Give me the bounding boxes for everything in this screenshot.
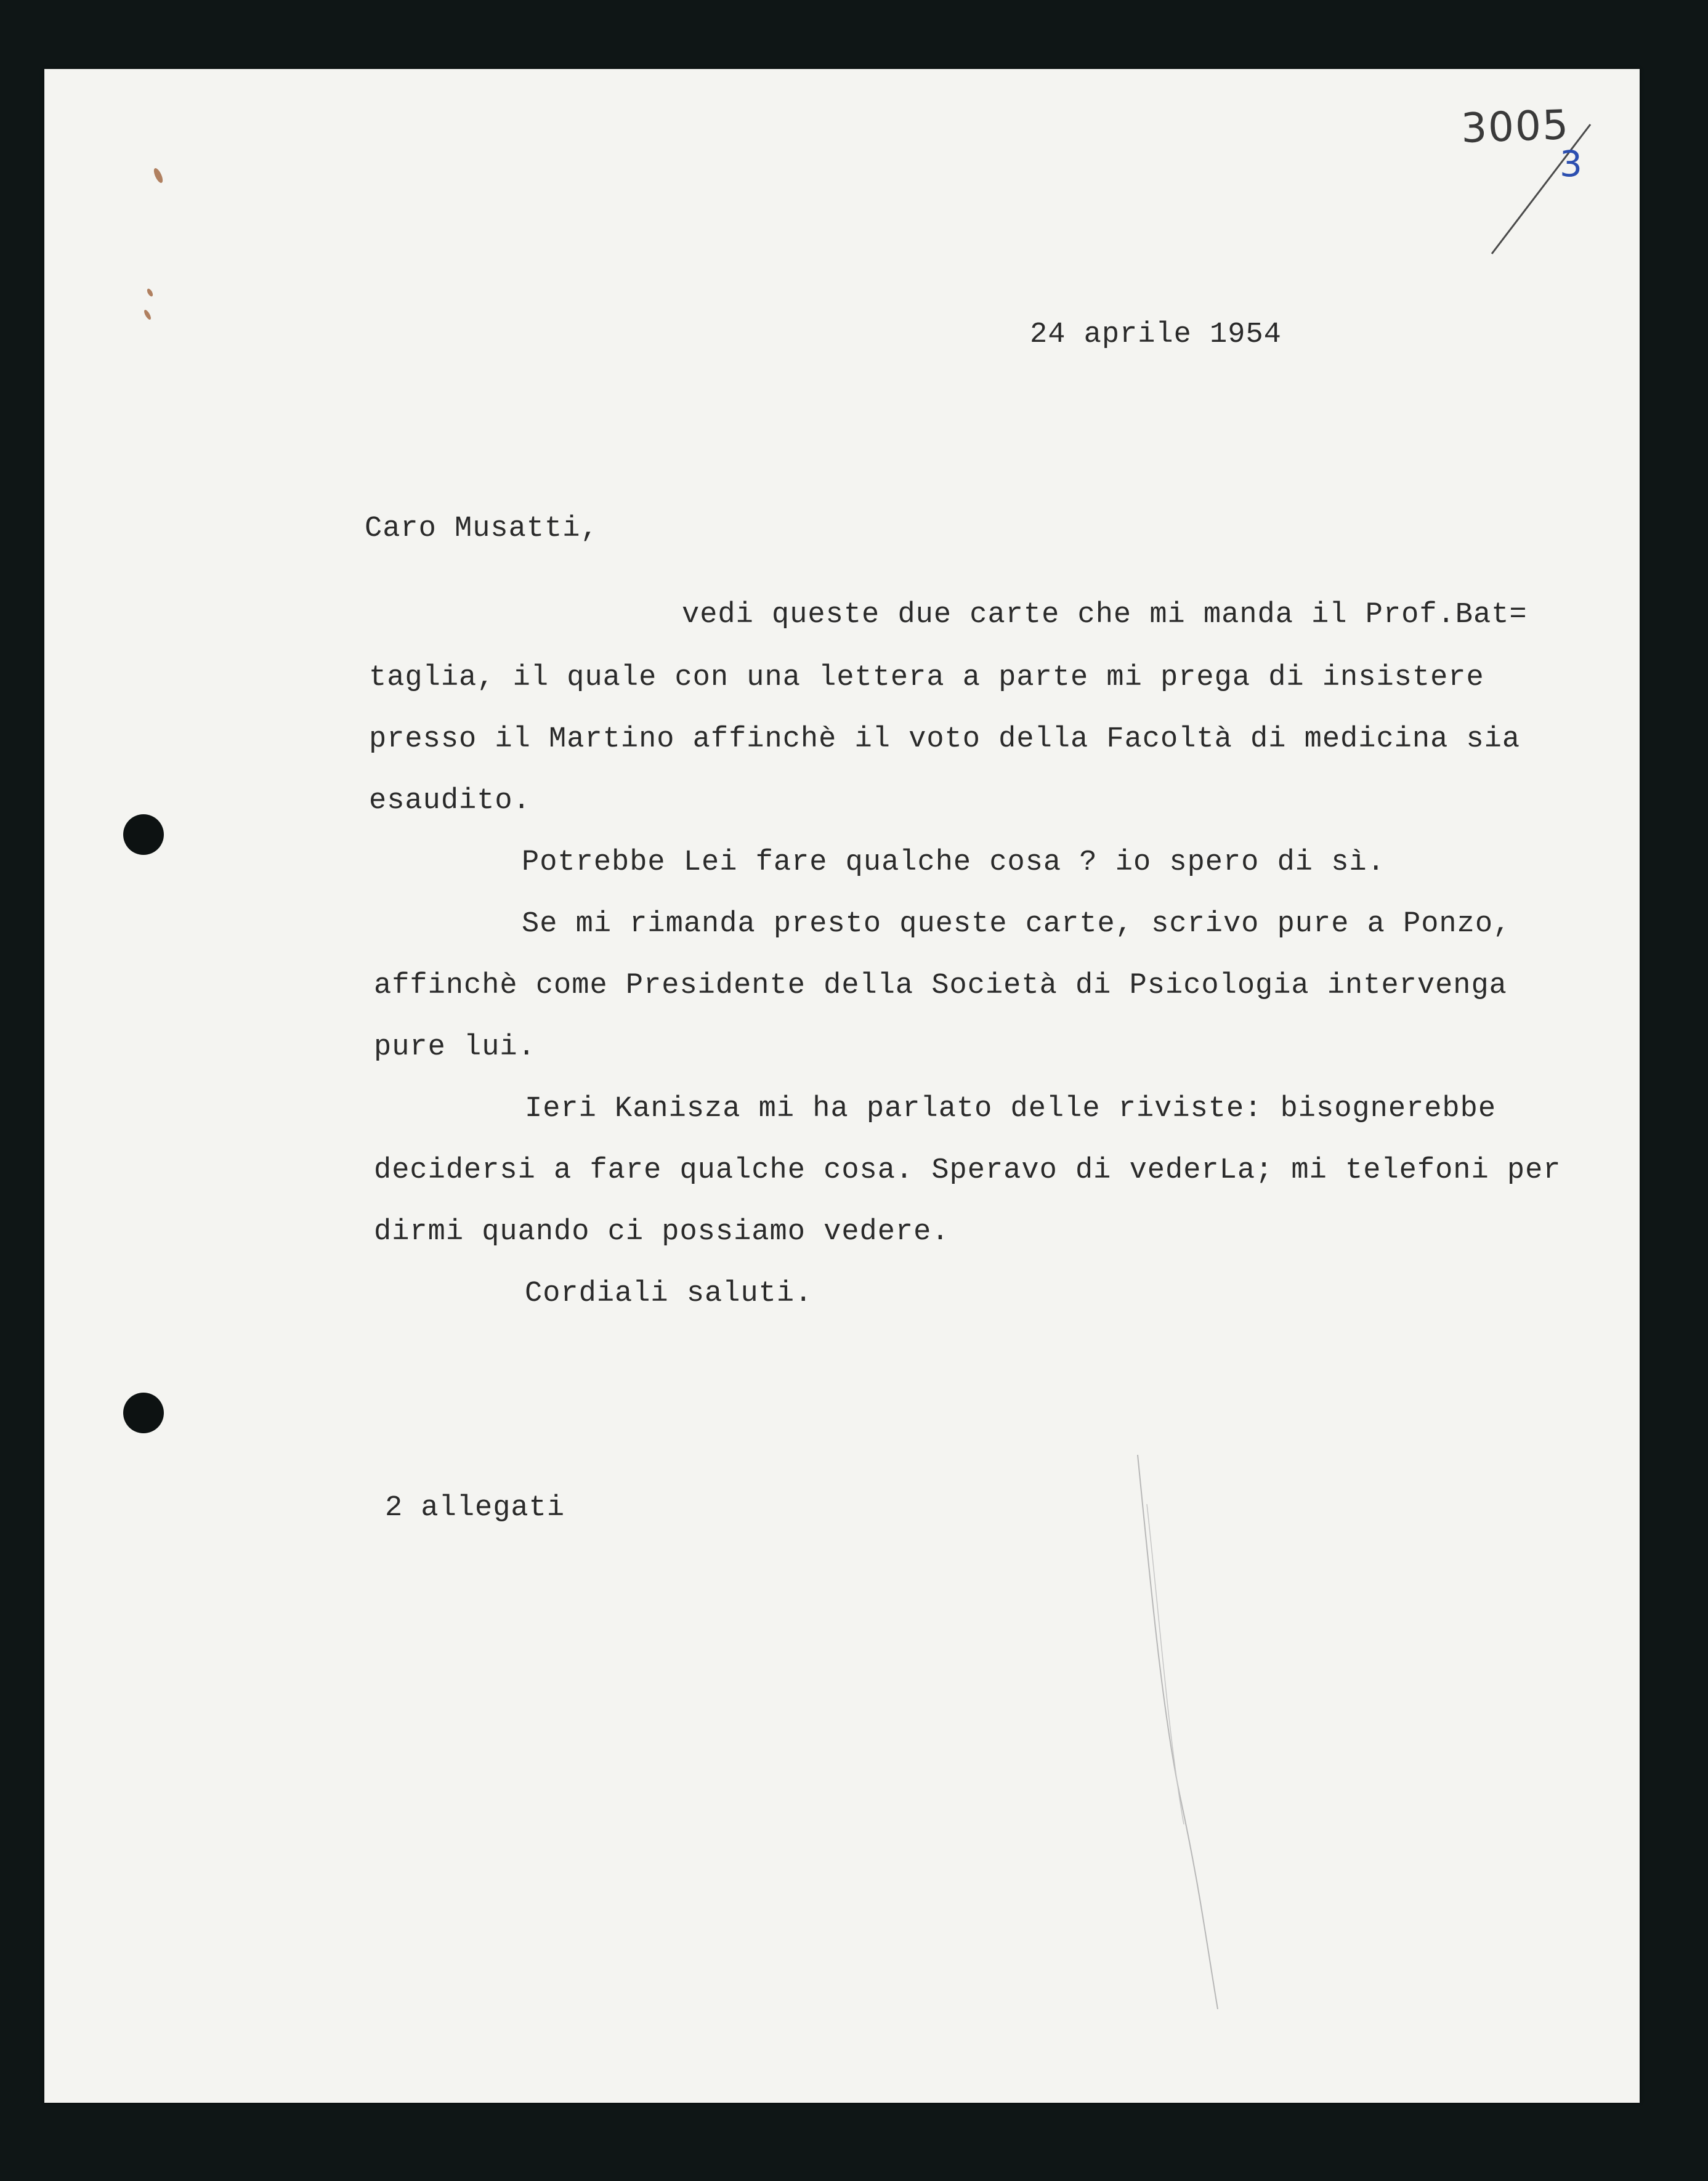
- salutation: Caro Musatti,: [365, 512, 599, 545]
- archive-number: 3005: [1460, 100, 1571, 153]
- body-line: Potrebbe Lei fare qualche cosa ? io spero di sì.: [522, 846, 1385, 879]
- letter-page: [44, 69, 1640, 2103]
- body-line: taglia, il quale con una lettera a parte mi prega di insistere: [369, 662, 1484, 694]
- body-line: Se mi rimanda presto queste carte, scrivo pure a Ponzo,: [522, 908, 1512, 941]
- body-line: Ieri Kanisza mi ha parlato delle riviste: bisognerebbe: [525, 1093, 1497, 1125]
- body-line: affinchè come Presidente della Società di Psicologia intervenga: [374, 969, 1507, 1002]
- body-line: vedi queste due carte che mi manda il Prof.Bat=: [682, 599, 1528, 631]
- rust-stain: [152, 167, 164, 184]
- enclosures-note: 2 allegati: [385, 1492, 565, 1524]
- letter-date: 24 aprile 1954: [1030, 318, 1282, 351]
- punch-hole-top: [123, 814, 164, 855]
- body-line: decidersi a fare qualche cosa. Speravo di vederLa; mi telefoni per: [374, 1154, 1561, 1187]
- body-line: presso il Martino affinchè il voto della Facoltà di medicina sia: [369, 723, 1521, 756]
- body-line: esaudito.: [369, 785, 531, 817]
- punch-hole-bottom: [123, 1393, 164, 1433]
- paper-crease: [1125, 1455, 1224, 2009]
- rust-stain: [146, 288, 154, 297]
- archive-subnumber: 3: [1560, 143, 1582, 185]
- body-line: pure lui.: [374, 1031, 536, 1064]
- rust-stain: [143, 309, 152, 320]
- closing: Cordiali saluti.: [525, 1277, 813, 1310]
- body-line: dirmi quando ci possiamo vedere.: [374, 1216, 950, 1248]
